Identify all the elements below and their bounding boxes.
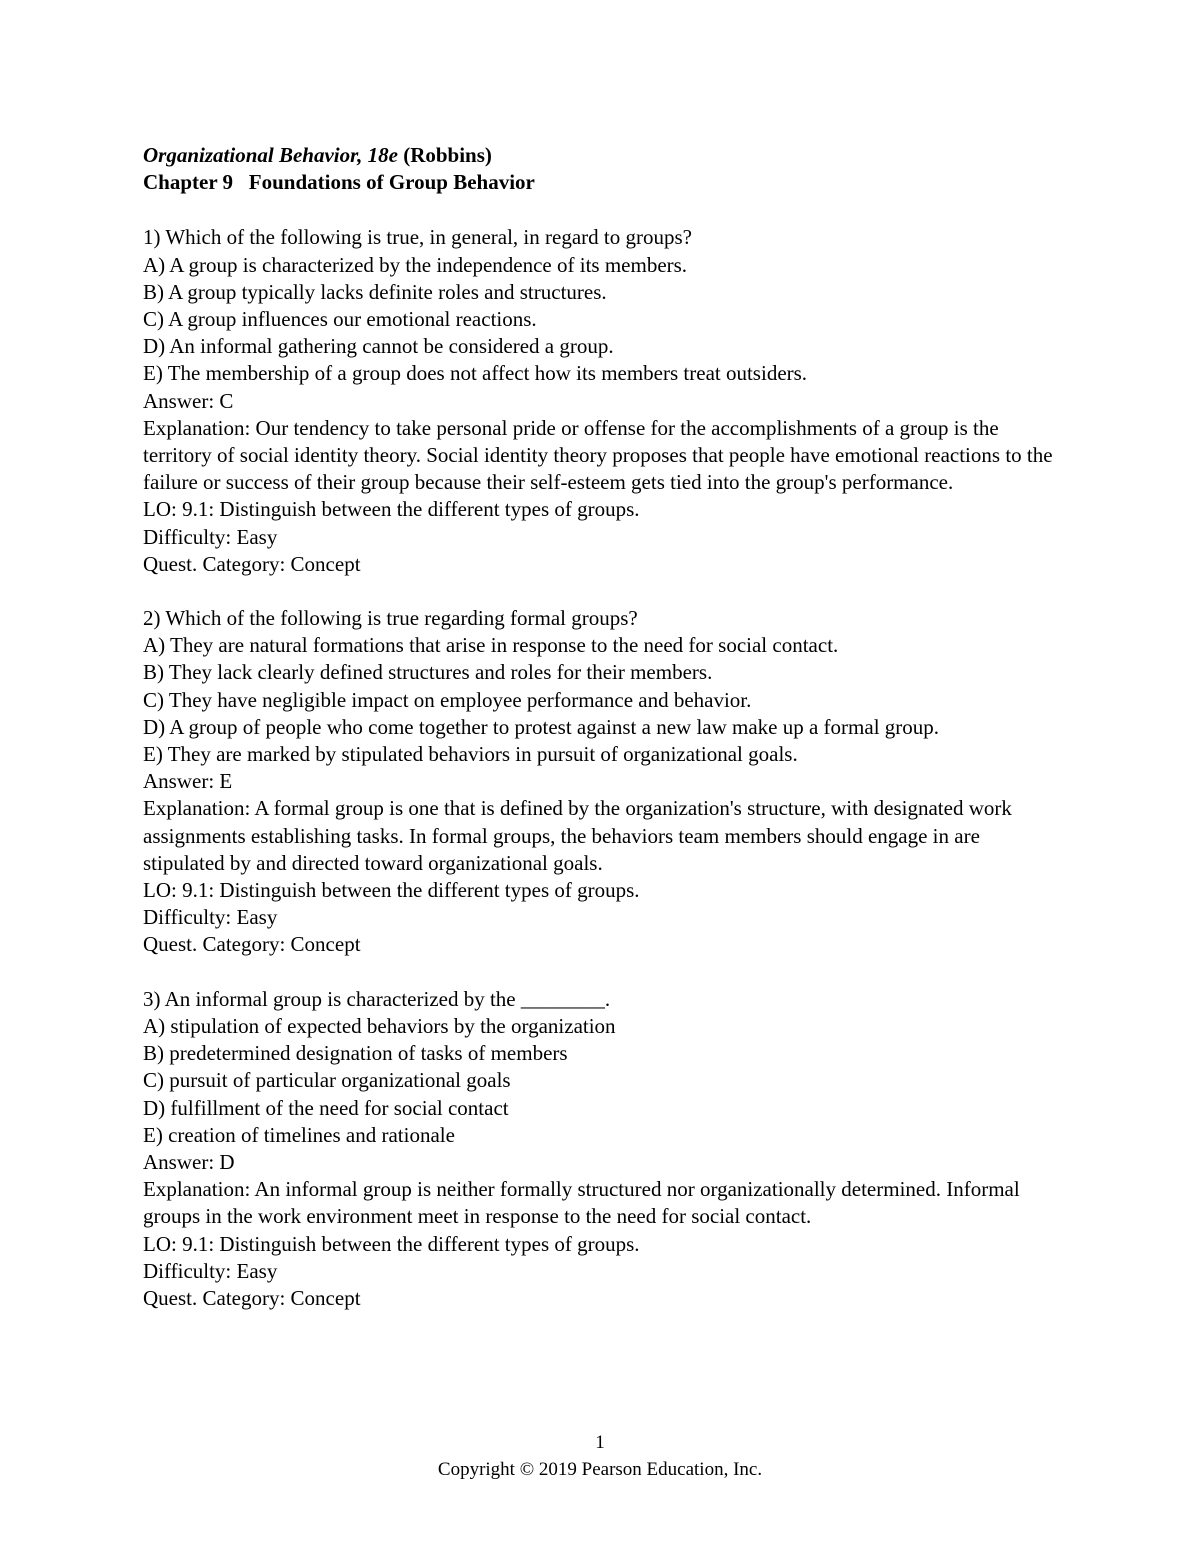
- answer: Answer: D: [143, 1149, 235, 1174]
- question-category: Quest. Category: Concept: [143, 551, 361, 576]
- question-2: [143, 605, 1063, 959]
- explanation: Explanation: Our tendency to take personal pride or offense for the accomplishments of a group is the territory of social identity theory. Social identity theory proposes that people have emotional reactions to the failure or success of their group because their self-esteem gets tied into the group's performance.: [143, 415, 1053, 495]
- answer: Answer: C: [143, 388, 234, 413]
- copyright-notice: Copyright © 2019 Pearson Education, Inc.: [437, 1459, 763, 1480]
- question-1: [143, 224, 1063, 578]
- page-content: [143, 142, 1063, 1312]
- question-stem: 1) Which of the following is true, in general, in regard to groups?: [143, 225, 692, 250]
- option-c: C) A group influences our emotional reactions.: [143, 307, 537, 332]
- chapter-title: Foundations of Group Behavior: [248, 170, 535, 195]
- question-stem: 3) An informal group is characterized by the ________.: [143, 986, 611, 1011]
- question-stem: 2) Which of the following is true regarding formal groups?: [143, 606, 638, 631]
- option-d: D) A group of people who come together to protest against a new law make up a formal group.: [143, 714, 940, 739]
- option-e: E) They are marked by stipulated behaviors in pursuit of organizational goals.: [143, 742, 798, 767]
- difficulty: Difficulty: Easy: [143, 905, 278, 930]
- book-title: Organizational Behavior, 18e: [143, 143, 398, 167]
- question-category: Quest. Category: Concept: [143, 1285, 361, 1310]
- option-c: C) pursuit of particular organizational goals: [143, 1068, 511, 1093]
- learning-objective: LO: 9.1: Distinguish between the different types of groups.: [143, 1231, 640, 1256]
- option-a: A) stipulation of expected behaviors by the organization: [143, 1013, 616, 1038]
- page-number: 1: [595, 1432, 605, 1453]
- difficulty: Difficulty: Easy: [143, 524, 278, 549]
- book-author: (Robbins): [403, 143, 492, 167]
- question-category: Quest. Category: Concept: [143, 932, 361, 957]
- question-3: [143, 986, 1063, 1312]
- chapter-header: [143, 169, 1063, 196]
- difficulty: Difficulty: Easy: [143, 1258, 278, 1283]
- option-b: B) predetermined designation of tasks of members: [143, 1041, 568, 1066]
- chapter-number: Chapter 9: [143, 170, 234, 195]
- explanation: Explanation: A formal group is one that is defined by the organization's structure, with designated work assignments establishing tasks. In formal groups, the behaviors team members should engage in are stipulated by and directed toward organizational goals.: [143, 796, 1012, 875]
- option-b: B) They lack clearly defined structures and roles for their members.: [143, 660, 713, 685]
- option-e: E) creation of timelines and rationale: [143, 1122, 455, 1147]
- option-c: C) They have negligible impact on employee performance and behavior.: [143, 687, 752, 712]
- answer: Answer: E: [143, 769, 233, 794]
- option-b: B) A group typically lacks definite roles and structures.: [143, 279, 607, 304]
- book-header: [143, 142, 1063, 169]
- learning-objective: LO: 9.1: Distinguish between the different types of groups.: [143, 878, 640, 903]
- explanation: Explanation: An informal group is neither formally structured nor organizationally determined. Informal groups in the work environment meet in response to the need for social contact.: [143, 1177, 1020, 1229]
- option-d: D) An informal gathering cannot be considered a group.: [143, 334, 614, 359]
- option-d: D) fulfillment of the need for social contact: [143, 1095, 509, 1120]
- option-a: A) They are natural formations that arise in response to the need for social contact.: [143, 633, 839, 658]
- option-a: A) A group is characterized by the independence of its members.: [143, 252, 688, 277]
- learning-objective: LO: 9.1: Distinguish between the different types of groups.: [143, 497, 640, 522]
- option-e: E) The membership of a group does not affect how its members treat outsiders.: [143, 361, 808, 386]
